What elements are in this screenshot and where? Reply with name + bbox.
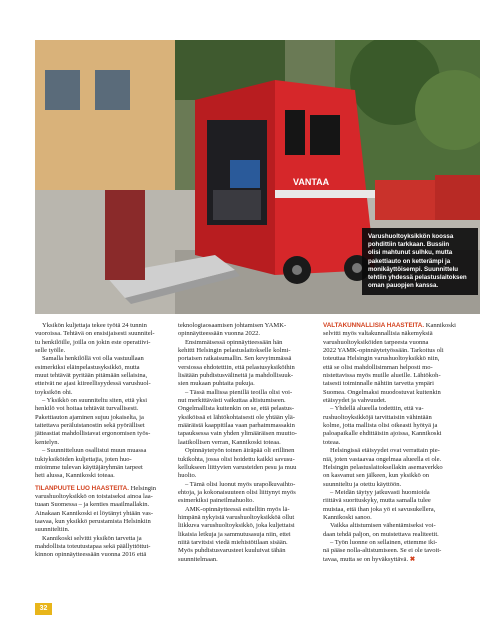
text-line: esimerkiksi paineilmahuolto. (178, 497, 255, 505)
text-line: 2022 YAMK-opinnäytetyössään. Tarkoitus oli (323, 347, 444, 355)
text-line: paloapaikalle ehdittäisiin ajoissa, Kannikoski (323, 430, 442, 438)
text-line: portaisen ratkaisumallin. Sen kevyimmässä (178, 355, 292, 363)
text-line: kehitti Helsingin pelastuslaitokselle kolmi- (178, 347, 291, 355)
text-line (323, 322, 469, 330)
caption-line: oman pauopjen kanssa. (368, 282, 439, 290)
text-line: henkilö voi hoitaa tehtävät turvallisesti. (35, 405, 139, 413)
text-line: liikkuva varushuoltoyksikkö, joka kuljettaisi (178, 522, 295, 530)
text-line: etäisyydet ja vahvuudet. (323, 397, 387, 405)
text-line: että se olisi mahdollisimman helposti mo- (323, 363, 433, 371)
text-line: daan tehdä paljon, on muistettava realiteetit. (323, 530, 439, 538)
text-line: niä, joten vastaavaa ongelmaa alueella ei ole. (323, 455, 442, 463)
text-line: riittävä suorituskyky, mutta samalla tulee (323, 497, 431, 505)
text-line: selvitti myös valtakunnallisia näkemyksiä (323, 330, 433, 338)
text-line: toyksikön ohi. (35, 388, 73, 396)
text-line: suunniteltu ja otettu käyttöön. (323, 480, 402, 488)
text-line: nistettavissa myös muille alueille. Lähtökoh- (323, 372, 441, 380)
text-line: heti alussa, Kannikoski toteaa. (35, 472, 115, 480)
text-line: taavaa, kun yksikkö perustamista Helsinkiin (35, 517, 151, 525)
text-line: opinnäytteessään vuonna 2022. (178, 330, 260, 338)
text-line: esimerkiksi eläinpelastusyksikkö, mutta (35, 363, 140, 371)
text-line: Ainakaan Kannikoski ei löytänyt yhtään vas- (35, 509, 153, 517)
text-line: on kasvanut sen jälkeen, kun yksikkö on (323, 472, 430, 480)
article-column-1 (35, 322, 173, 560)
caption-line: pakettiauto on ketterämpi ja (368, 257, 451, 265)
text-line: himpänä nykyistä varushuoltoyksikköä ollut (178, 513, 295, 521)
photo-caption (362, 228, 478, 295)
text-line: suunnitelmaan. (178, 555, 218, 563)
text-line: toteaa. (323, 438, 341, 446)
text-line: sien mukaan puhtaita pukuja. (178, 380, 255, 388)
text-line: Ongelmallista kuitenkin on se, että pelastus- (178, 405, 294, 413)
text-line: AMK-opinnäytteessä esitelltin myös lä- (185, 505, 290, 513)
text-line: mioimme tulevan käyttäjäryhmän tarpeet (35, 463, 143, 471)
text-line: ehtoja, ja kokonaisuuteen olisi liittynyt myös (178, 488, 296, 496)
text-line: vuoroissa. Tehtävä on ensisijaisesti suunnitel- (35, 330, 155, 338)
text-line: Helsingissä etäisyydet ovat verrattain pie- (330, 447, 440, 455)
page-number: 32 (35, 603, 52, 615)
text-line: – Työn luonne on sellainen, ettemme iki- (330, 538, 438, 546)
text-line: – Yksikkö on suunniteltu siten, että yksi (42, 397, 148, 405)
text-fragment: Helsingin (130, 484, 157, 492)
text-line: tuaan Suomessa – ja kenties maailmallakin. (35, 501, 150, 509)
text-line: – Meidän täytyy jatkuvasti huomioida (330, 488, 430, 496)
text-line: kentelyn. (35, 438, 60, 446)
text-line: tukiyksiköiden kuljettajia, joten huo- (35, 455, 132, 463)
text-line: nut merkittävästi vaikuttaa altistumiseen. (178, 397, 286, 405)
text-line: versiossa ehdotettiin, että pelastusyksiköihin (178, 363, 295, 371)
article-column-2 (178, 322, 318, 564)
section-heading: TILANPUUTE LUO HAASTEITA. (35, 484, 129, 492)
text-line: Vaikka altistumisen vähentämiseksi voi- (330, 522, 436, 530)
text-line: Yksikön kuljettaja tekee työtä 24 tunnin (42, 322, 147, 329)
text-line: taisesti toiminnalle nähtiin tarvetta ympäri (323, 380, 434, 388)
text-line: toteuttaa Helsingin varushuoltoyksikkö niin, (323, 355, 440, 363)
text-line: määräistä kaappitilaa vaan parhaimmassakin (178, 422, 295, 430)
text-line: Samalla henkilöllä voi olla vastuullaan (42, 355, 144, 363)
text-fragment: Kannikoski (425, 322, 456, 329)
text-line: laatikollisen verran, Kannikoski toteaa. (178, 438, 281, 446)
text-line: Suomea. Ongelmaksi muodostuvat kuitenkin (323, 388, 441, 396)
text-line: rushuoltoyksikköjä tarvittaisiin vähintään (323, 413, 432, 421)
text-line (323, 556, 469, 564)
text-line: Ensimmäisessä opinnäytteessään hän (185, 338, 283, 346)
text-line: huolto. (178, 472, 197, 480)
text-line: mahdollista toteutustapaa sekä päällyttöttut- (35, 542, 151, 550)
text-line: Myös puhdistusvarusteet kuuluivat tähän (178, 547, 286, 555)
caption-line: Varushuoltoyksikkön koossa (368, 233, 454, 240)
text-line: Kannikoski selvitti yksikön tarvetta ja (42, 534, 142, 542)
text-line: kolme, jotta mallista olisi oikeasti hyötyä ja (323, 422, 438, 430)
text-line: muut tehtävät pyritään pitämään sellaisina, (35, 372, 148, 380)
text-line: tapauksessa vain yhden ylimääräisen muutto- (178, 430, 297, 438)
text-line: – Suunnitteluun osallistui muun muassa (42, 447, 147, 455)
text-line: varushuoltoyksikkö on toistaiseksi ainoa laa- (35, 492, 153, 500)
text-line: kellukseen liittyvien varusteiden pesu ja muu (178, 463, 297, 471)
text-line: yksiköissä ei lähtökohtaisesti ole yhtään ylä- (178, 413, 295, 421)
text-line: tukikohta, jossa olisi hoidettu kaikki savusu- (178, 455, 295, 463)
text-line: selle työlle. (35, 347, 66, 355)
text-line: etteivät ne ajasi kiireellisyydessä varushuol- (35, 380, 151, 388)
article-column-3 (323, 322, 469, 564)
text-line: lisätään puhdistusvälineitä ja mahdollisuuk- (178, 372, 294, 380)
text-line: taitettava peräluistanostin sekä pyörälliset (35, 422, 145, 430)
section-heading: VALTAKUNNALLISIA HAASTEITA. (323, 322, 425, 329)
text-line: – Yhdellä alueella todettiin, että va- (330, 405, 424, 413)
text-line: kinnon opinnäytteessään vuonna 2016 että (35, 551, 147, 559)
text-line: suunniteltiin. (35, 526, 70, 534)
text-line (35, 485, 173, 493)
text-line: Opinnäytetyön toinen äiräpää oli erillinen (185, 447, 295, 455)
text-line: tu henkilöille, joilla on jokin este operatiivi- (35, 338, 151, 346)
caption-line: olisi mahtunut sulhku, mutta (368, 249, 453, 257)
text-line: Kannikoski sanoo. (323, 513, 372, 521)
vehicle-lettering: VANTAA (293, 177, 330, 187)
text-line: nä pääse nolla-altistumiseen. Se ei ole tavoit- (323, 547, 442, 555)
text-line: jätteastiat mahdollistavat ergonomisen työs- (35, 430, 151, 438)
text-line: niitä tarvitsisi viedä miehistötilaan sisään. (178, 538, 288, 546)
text-line: teknologiaosaamisen johtamisen YAMK- (178, 322, 287, 329)
caption-line: tehtiin yhdessä pelastuslaitoksen (368, 274, 467, 282)
text-line: Helsingin pelastuslaitoksellakin asemaverkko (323, 463, 443, 471)
text-line: – Tässä mallissa pienillä teoilla olisi voi- (185, 388, 293, 396)
caption-line: monikäyttöisempi. Suunnittelu (368, 265, 459, 273)
end-mark-icon: ✖ (409, 555, 416, 563)
caption-line: pohdittiin tarkkaan. Bussiin (368, 241, 450, 249)
text-line: muistaa, että ihan joka yö ei savusukellera, (323, 505, 436, 513)
text-line: – Tämä olisi luonut myös urapolkuvaihto- (185, 480, 296, 488)
text-line: varushuoltoyksiköiden tarpeesta vuonna (323, 338, 429, 346)
text-line: Pakettiauton ajaminen sujuu jokaiselta, ja (35, 413, 144, 421)
text-line: likaisia letkuja ja sammutusasuja niin, ettei (178, 530, 291, 538)
text-fragment: tavaa, mutta se on hyväksyttävä. (323, 555, 409, 563)
